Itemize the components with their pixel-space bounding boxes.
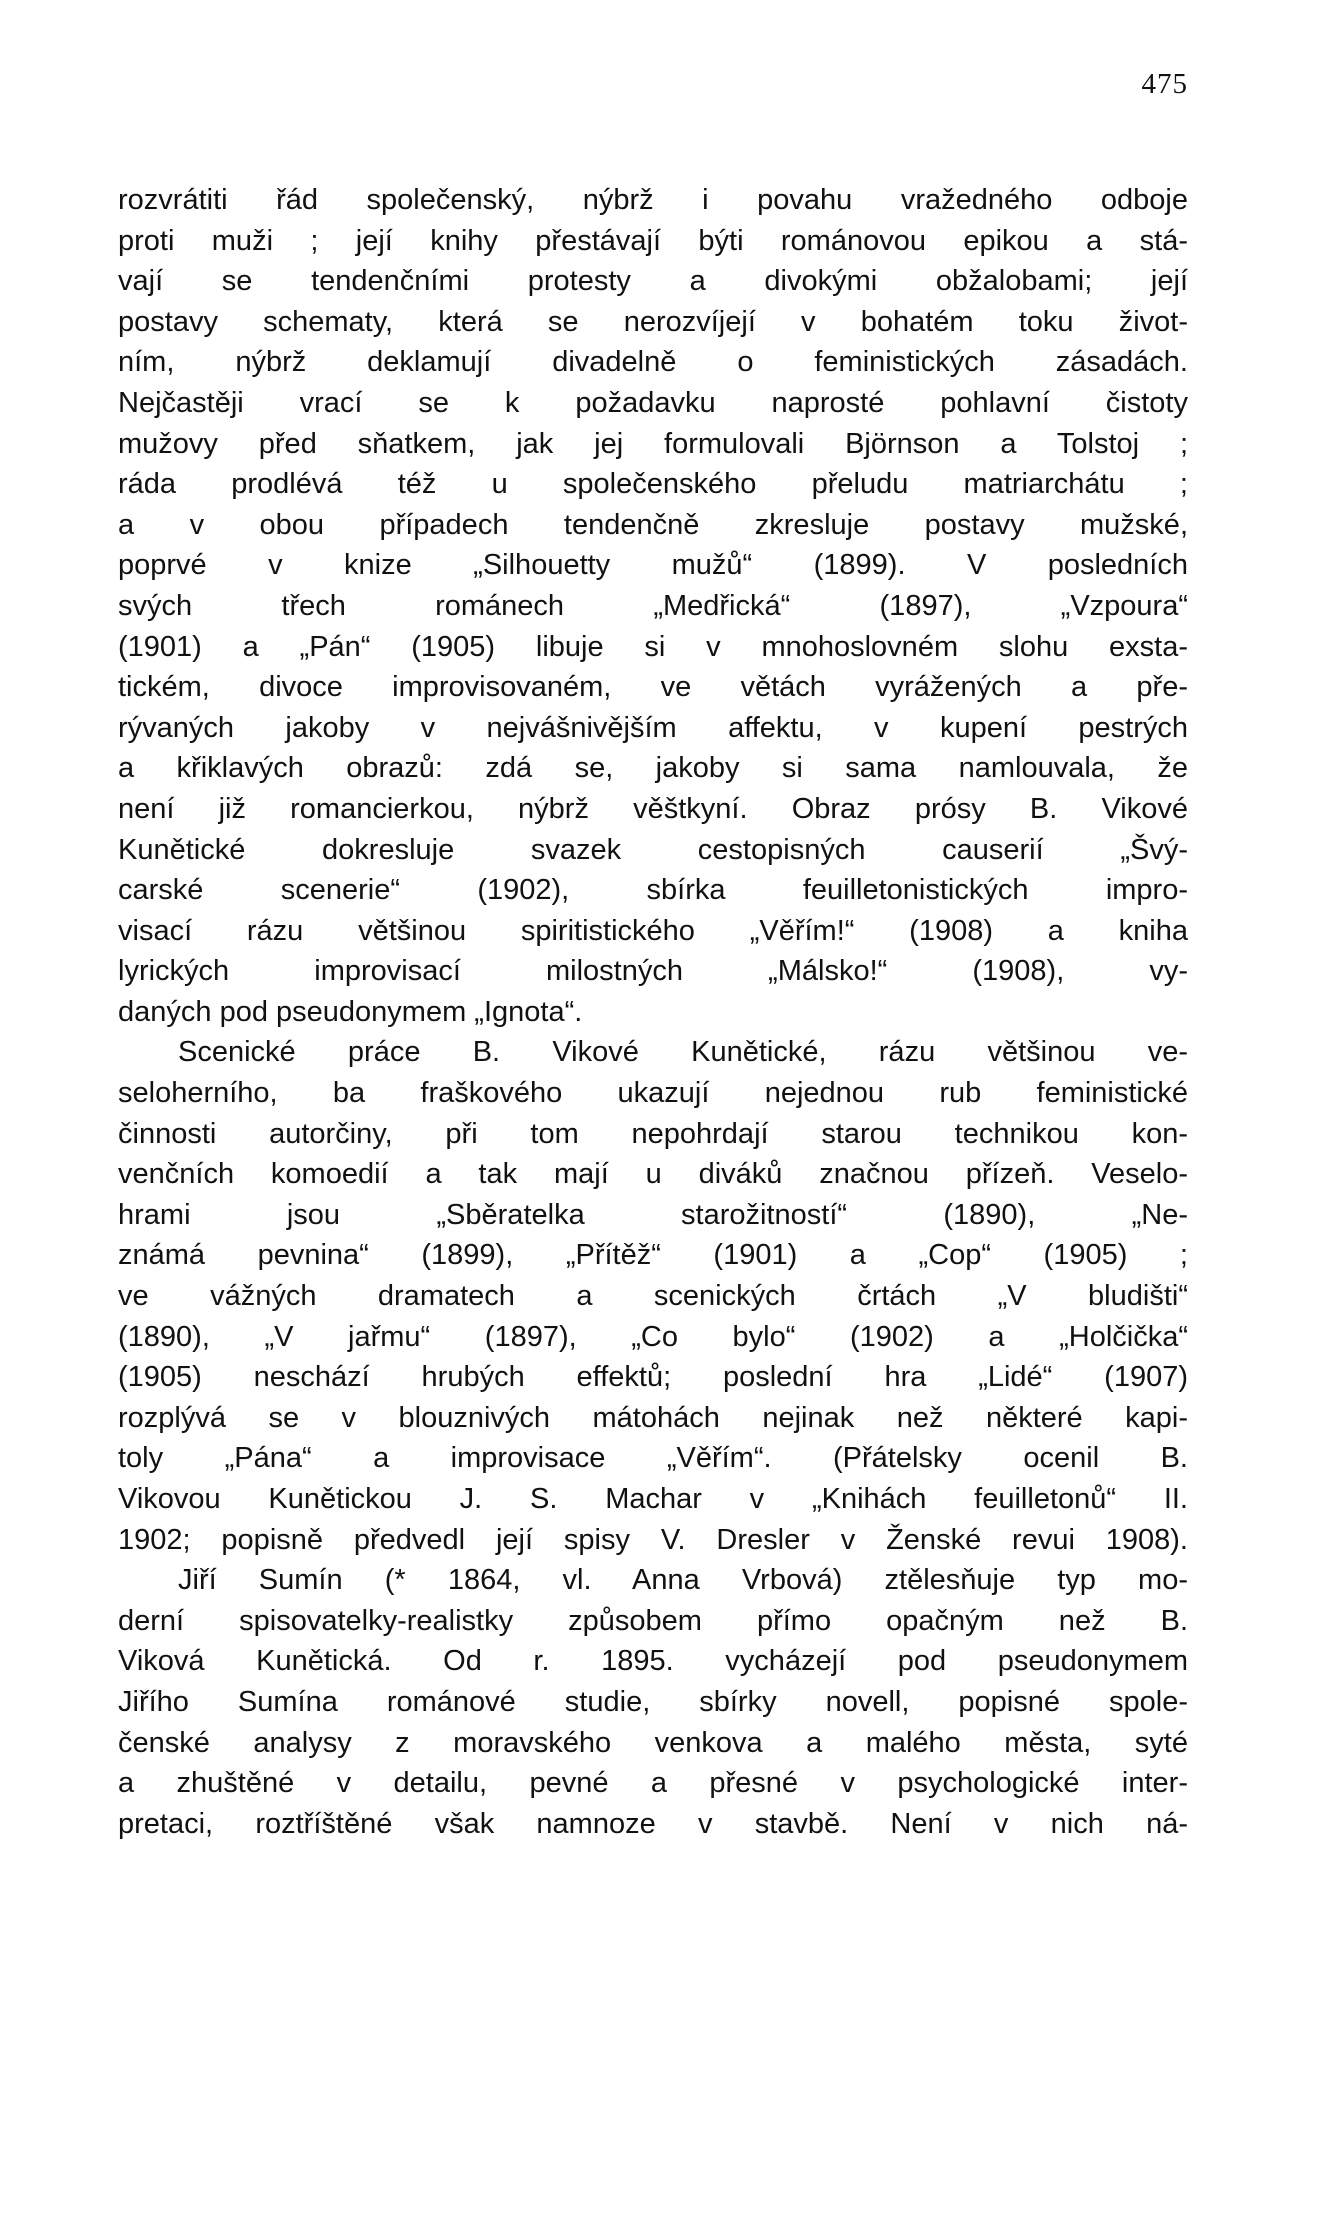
text-line: vají se tendenčními protesty a divokými obžalobami; její <box>118 265 1188 298</box>
text-line: ve vážných dramatech a scenických črtách „V bludišti“ <box>118 1280 1188 1313</box>
text-line: (1890), „V jařmu“ (1897), „Co bylo“ (1902) a „Holčička“ <box>118 1320 1188 1353</box>
text-line: ráda prodlévá též u společenského přeludu matriarchátu ; <box>118 468 1188 501</box>
text-line: rozvrátiti řád společenský, nýbrž i povahu vražedného odboje <box>118 184 1188 216</box>
text-line: známá pevnina“ (1899), „Přítěž“ (1901) a „Cop“ (1905) ; <box>118 1239 1188 1272</box>
text-line: a zhuštěné v detailu, pevné a přesné v psychologické inter- <box>118 1767 1188 1800</box>
text-line: venčních komoedií a tak mají u diváků značnou přízeň. Veselo- <box>118 1158 1188 1191</box>
text-line-paragraph-start: Jiří Sumín (* 1864, vl. Anna Vrbová) ztělesňuje typ mo- <box>178 1564 1188 1597</box>
text-line: Jiřího Sumína románové studie, sbírky novell, popisné spole- <box>118 1685 1188 1718</box>
text-line: (1905) neschází hrubých effektů; poslední hra „Lidé“ (1907) <box>118 1361 1188 1394</box>
text-line: 1902; popisně předvedl její spisy V. Dresler v Ženské revui 1908). <box>118 1523 1188 1556</box>
text-line: tickém, divoce improvisovaném, ve větách vyrážených a pře- <box>118 671 1188 704</box>
text-line: proti muži ; její knihy přestávají býti románovou epikou a stá- <box>118 224 1188 257</box>
text-line: postavy schematy, která se nerozvíjejí v bohatém toku život- <box>118 305 1188 338</box>
text-line: (1901) a „Pán“ (1905) libuje si v mnohoslovném slohu exsta- <box>118 630 1188 663</box>
text-line: čenské analysy z moravského venkova a malého města, syté <box>118 1726 1188 1759</box>
text-line: lyrických improvisací milostných „Málsko!“ (1908), vy- <box>118 955 1188 988</box>
text-line: hrami jsou „Sběratelka starožitností“ (1890), „Ne- <box>118 1198 1188 1231</box>
text-line: rozplývá se v blouznivých mátohách nejinak než některé kapi- <box>118 1401 1188 1434</box>
text-line: seloherního, ba fraškového ukazují nejednou rub feministické <box>118 1077 1188 1110</box>
text-line: daných pod pseudonymem „Ignota“. <box>118 995 583 1028</box>
text-line: mužovy před sňatkem, jak jej formulovali Björnson a Tolstoj ; <box>118 427 1188 460</box>
text-line: rývaných jakoby v nejvášnivějším affektu, v kupení pestrých <box>118 711 1188 744</box>
text-line: poprvé v knize „Silhouetty mužů“ (1899). V posledních <box>118 549 1188 582</box>
text-line: ním, nýbrž deklamují divadelně o feministických zásadách. <box>118 346 1188 379</box>
text-line: pretaci, roztříštěné však namnoze v stavbě. Není v nich ná- <box>118 1807 1188 1840</box>
text-line: a křiklavých obrazů: zdá se, jakoby si sama namlouvala, že <box>118 752 1188 785</box>
text-line: Nejčastěji vrací se k požadavku naprosté pohlavní čistoty <box>118 386 1188 419</box>
text-line: Kunětické dokresluje svazek cestopisných causerií „Švý- <box>118 833 1188 866</box>
text-line: derní spisovatelky-realistky způsobem přímo opačným než B. <box>118 1604 1188 1637</box>
text-line: visací rázu většinou spiritistického „Věřím!“ (1908) a kniha <box>118 914 1188 947</box>
text-line: svých třech románech „Medřická“ (1897), „Vzpoura“ <box>118 589 1188 622</box>
page-number: 475 <box>1141 68 1188 100</box>
text-line: toly „Pána“ a improvisace „Věřím“. (Přátelsky ocenil B. <box>118 1442 1188 1475</box>
text-line: Viková Kunětická. Od r. 1895. vycházejí pod pseudonymem <box>118 1645 1188 1678</box>
text-line: carské scenerie“ (1902), sbírka feuilletonistických impro- <box>118 874 1188 907</box>
text-line: Vikovou Kunětickou J. S. Machar v „Knihách feuilletonů“ II. <box>118 1483 1188 1515</box>
text-line: činnosti autorčiny, při tom nepohrdají starou technikou kon- <box>118 1117 1188 1150</box>
text-line: a v obou případech tendenčně zkresluje postavy mužské, <box>118 508 1188 541</box>
text-line: není již romancierkou, nýbrž věštkyní. Obraz prósy B. Vikové <box>118 792 1188 825</box>
text-line-paragraph-start: Scenické práce B. Vikové Kunětické, rázu většinou ve- <box>178 1036 1188 1069</box>
body-text <box>118 180 1188 1844</box>
